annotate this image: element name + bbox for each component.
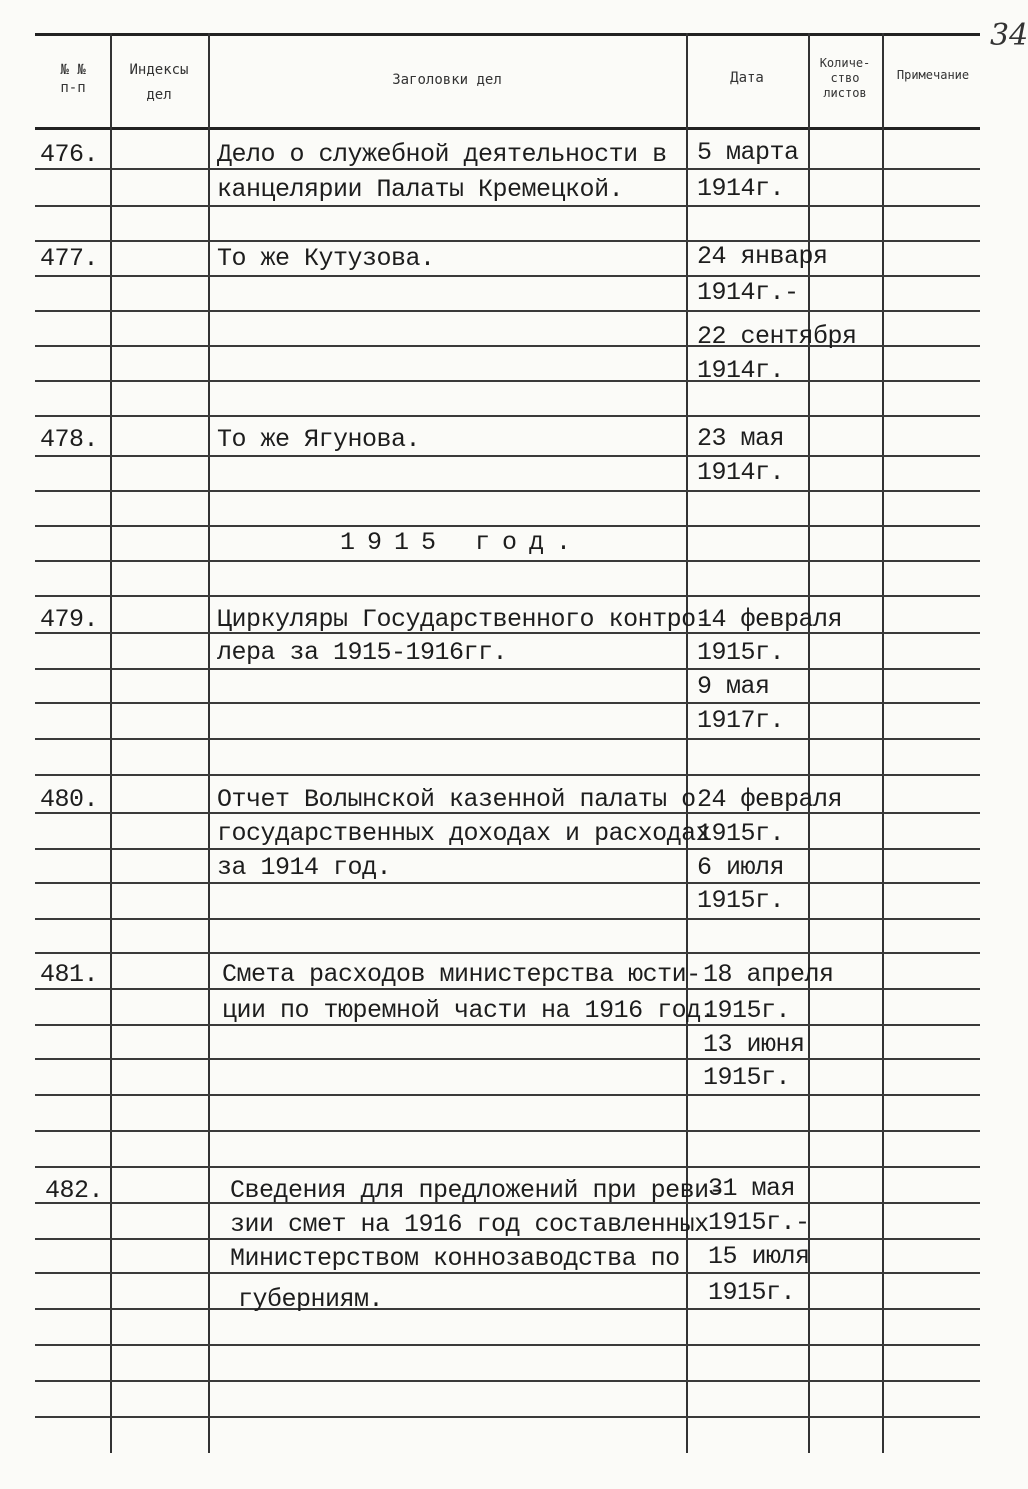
rule-line bbox=[35, 702, 980, 704]
rule-line bbox=[35, 918, 980, 920]
year-heading: 1915 год. bbox=[340, 528, 584, 557]
entry-481-date-line: 1915г. bbox=[703, 996, 791, 1025]
entry-482-date-line: 31 мая bbox=[708, 1174, 796, 1203]
entry-477-date-line: 1914г.- bbox=[697, 278, 799, 307]
entry-479-number: 479. bbox=[40, 605, 99, 634]
entry-480-date-line: 6 июля bbox=[697, 853, 785, 882]
rule-line bbox=[35, 1308, 980, 1310]
rule-line bbox=[35, 415, 980, 417]
rule-line bbox=[35, 1130, 980, 1132]
header-bottom-rule bbox=[35, 127, 980, 130]
entry-479-date-line: 14 февраля bbox=[697, 605, 843, 634]
entry-482-date-line: 1915г.- bbox=[708, 1208, 810, 1237]
entry-481-date-line: 1915г. bbox=[703, 1063, 791, 1092]
entry-476-number: 476. bbox=[40, 140, 99, 169]
entry-480-date-line: 1915г. bbox=[697, 886, 785, 915]
rule-line bbox=[35, 560, 980, 562]
entry-482-title-line: губерниям. bbox=[238, 1285, 384, 1314]
rule-line bbox=[35, 275, 980, 277]
col-divider-2 bbox=[208, 33, 210, 1453]
entry-480-title-line: Отчет Волынской казенной палаты о bbox=[217, 785, 696, 814]
entry-482-number: 482. bbox=[45, 1176, 104, 1205]
entry-478-date-line: 23 мая bbox=[697, 424, 785, 453]
rule-line bbox=[35, 1166, 980, 1168]
rule-line bbox=[35, 455, 980, 457]
entry-477-date-line: 22 сентября bbox=[697, 322, 857, 351]
rule-line bbox=[35, 1380, 980, 1382]
entry-478-title-line: То же Ягунова. bbox=[217, 425, 421, 454]
header-col-num: № № п-п bbox=[60, 62, 86, 96]
rule-line bbox=[35, 668, 980, 670]
col-divider-3 bbox=[686, 33, 688, 1453]
rule-line bbox=[35, 525, 980, 527]
entry-480-title-line: государственных доходах и расходах bbox=[217, 819, 711, 848]
header-col-title: Заголовки дел bbox=[392, 72, 502, 88]
rule-line bbox=[35, 882, 980, 884]
entry-478-date-line: 1914г. bbox=[697, 458, 785, 487]
entry-476-title-line: Дело о служебной деятельности в bbox=[217, 140, 667, 169]
entry-476-date-line: 1914г. bbox=[697, 174, 785, 203]
entry-478-number: 478. bbox=[40, 425, 99, 454]
entry-481-title-line: ции по тюремной части на 1916 год. bbox=[222, 996, 716, 1025]
rule-line bbox=[35, 1344, 980, 1346]
entry-479-date-line: 9 мая bbox=[697, 672, 770, 701]
col-divider-1 bbox=[110, 33, 112, 1453]
header-top-rule bbox=[35, 33, 980, 36]
rule-line bbox=[35, 952, 980, 954]
entry-476-title-line: канцелярии Палаты Кремецкой. bbox=[217, 175, 624, 204]
header-col-index: Индексы дел bbox=[129, 62, 189, 104]
entry-477-date-line: 24 января bbox=[697, 242, 828, 271]
entry-480-date-line: 1915г. bbox=[697, 819, 785, 848]
rule-line bbox=[35, 774, 980, 776]
entry-477-date-line: 1914г. bbox=[697, 356, 785, 385]
rule-line bbox=[35, 1416, 980, 1418]
entry-481-title-line: Смета расходов министерства юсти- bbox=[222, 960, 701, 989]
col-divider-5 bbox=[882, 33, 884, 1453]
entry-482-title-line: Сведения для предложений при реви- bbox=[230, 1176, 724, 1205]
entry-482-title-line: зии смет на 1916 год составленных bbox=[230, 1210, 709, 1239]
entry-481-number: 481. bbox=[40, 960, 99, 989]
header-col-sheets: Количе- ство листов bbox=[819, 56, 871, 100]
entry-480-number: 480. bbox=[40, 785, 99, 814]
rule-line bbox=[35, 240, 980, 242]
header-col-note: Примечание bbox=[896, 68, 970, 82]
entry-481-date-line: 18 апреля bbox=[703, 960, 834, 989]
entry-479-date-line: 1917г. bbox=[697, 706, 785, 735]
rule-line bbox=[35, 1094, 980, 1096]
entry-482-title-line: Министерством коннозаводства по bbox=[230, 1244, 680, 1273]
rule-line bbox=[35, 205, 980, 207]
rule-line bbox=[35, 1058, 980, 1060]
entry-479-title-line: лера за 1915-1916гг. bbox=[217, 638, 508, 667]
entry-479-date-line: 1915г. bbox=[697, 638, 785, 667]
entry-476-date-line: 5 марта bbox=[697, 138, 799, 167]
entry-479-title-line: Циркуляры Государственного контро- bbox=[217, 605, 711, 634]
entry-477-title-line: То же Кутузова. bbox=[217, 244, 435, 273]
entry-482-date-line: 1915г. bbox=[708, 1278, 796, 1307]
rule-line bbox=[35, 738, 980, 740]
rule-line bbox=[35, 490, 980, 492]
entry-477-number: 477. bbox=[40, 244, 99, 273]
entry-481-date-line: 13 июня bbox=[703, 1030, 805, 1059]
rule-line bbox=[35, 595, 980, 597]
entry-480-title-line: за 1914 год. bbox=[217, 853, 392, 882]
header-col-date: Дата bbox=[730, 70, 764, 86]
entry-480-date-line: 24 февраля bbox=[697, 785, 843, 814]
page-number-mark: 34 bbox=[990, 18, 1028, 53]
entry-482-date-line: 15 июля bbox=[708, 1242, 810, 1271]
rule-line bbox=[35, 310, 980, 312]
rule-line bbox=[35, 380, 980, 382]
